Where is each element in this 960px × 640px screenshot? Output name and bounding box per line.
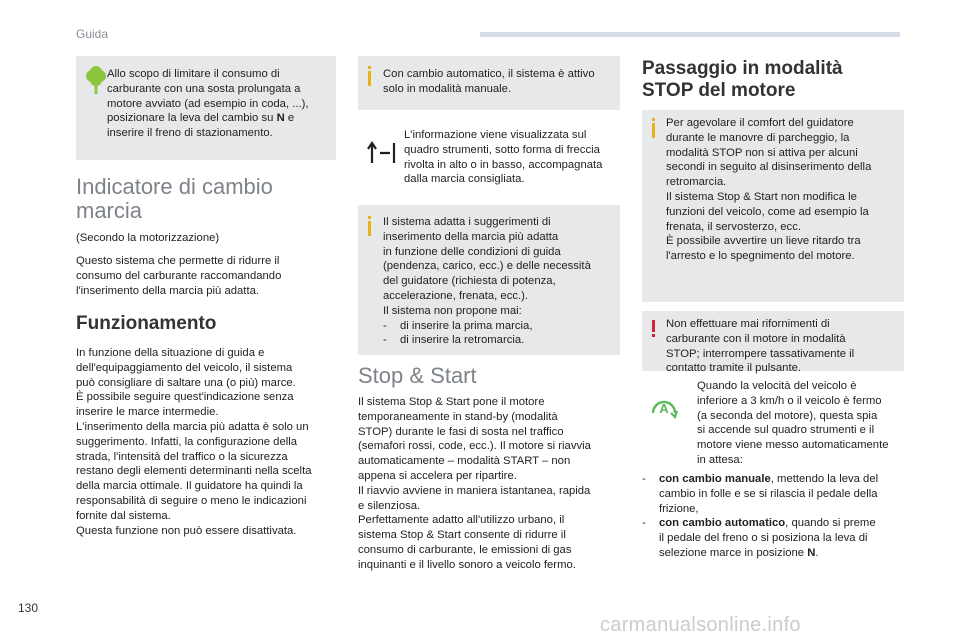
auto-note-text: Con cambio automatico, il sistema è attivo solo in modalità manuale.: [383, 68, 595, 95]
stop-mode-title: Passaggio in modalità STOP del motore: [642, 58, 843, 101]
adapt-list: [383, 319, 618, 349]
warning-note-text: Non effettuare mai rifornimenti di carburante con il motore in modalità STOP; interrompere tassativamente il contatto tramite il pulsante.: [666, 318, 855, 375]
list-item: - di inserire la retromarcia.: [383, 334, 525, 347]
eco-note-text: Allo scopo di limitare il consumo di carburante con una sosta prolungata a motore avviato (ad esempio in coda, ...), posizionare la leva del cambio su N e inserire il freno di stazionamento.: [107, 68, 309, 140]
eco-tree-icon: [84, 66, 108, 96]
func-title: Funzionamento: [76, 313, 217, 334]
parking-note-text: Per agevolare il comfort del guidatore durante le manovre di parcheggio, la modalità STOP non si attiva per alcuni secondi in seguito al disinserimento della retromarcia. Il sistema Stop & Start non modifica le funzioni del veicolo, come ad esempio la frenata, il servosterzo, ecc. È possibile avvertire un lieve ritardo tra l'arresto e lo spegnimento del motore.: [666, 117, 872, 263]
page-number: 130: [18, 601, 39, 615]
auto-note-box: [358, 56, 620, 110]
display-note-text: L'informazione viene visualizzata sul quadro strumenti, sotto forma di freccia rivolta in alto o in basso, accompagnata dalla marcia consigliata.: [404, 129, 603, 186]
section-label: Guida: [76, 27, 109, 41]
warning-note-box: [642, 311, 904, 375]
gear-shift-arrows-icon: [366, 139, 400, 169]
adapt-note-box: [358, 205, 620, 355]
func-text: In funzione della situazione di guida e dell'equipaggiamento del veicolo, il sistema può consigliare di saltare una (o più) marce. È possibile seguire quest'indicazione senza inserire le marce intermedie. L'inserimento della marcia più adatta è solo un suggerimento. Infatti, la configurazione della strada, l'intensità del traffico o la sicurezza restano degli elementi determinanti nella scelta della marcia ottimale. Il guidatore ha quindi la responsabilità di seguire o meno le indicazioni fornite dal sistema. Questa funzione non può essere disattivata.: [76, 347, 312, 537]
parking-note-box: [642, 110, 904, 302]
gear-indicator-title: Indicatore di cambio marcia: [76, 174, 273, 223]
stop-start-title: Stop & Start: [358, 363, 477, 388]
speed-note-text: Quando la velocità del veicolo è inferiore a 3 km/h o il veicolo è fermo (a seconda del motore), questa spia si accende sul quadro strumenti e il motore viene messo automaticamente in attesa:: [697, 380, 889, 466]
gear-subtitle: (Secondo la motorizzazione): [76, 232, 220, 244]
list-item: - con cambio manuale, mettendo la leva del cambio in folle e se si rilascia il pedale della frizione,: [642, 473, 879, 515]
list-item: - di inserire la prima marcia,: [383, 319, 533, 332]
list-item: - con cambio automatico, quando si preme il pedale del freno o si posiziona la leva di selezione marce in posizione N.: [642, 517, 876, 559]
mode-list: [642, 472, 910, 561]
svg-text:A: A: [659, 401, 669, 416]
adapt-note-text: Il sistema adatta i suggerimenti di inserimento della marcia più adatta in funzione delle condizioni di guida (pendenza, carico, ecc.) e delle necessità del guidatore (richiesta di potenza, accelerazione, frenata, ecc.). Il sistema non propone mai: - di inserire la prima marcia, - di inserire la retromarcia.: [383, 215, 618, 348]
eco-note-box: [76, 56, 336, 160]
stop-start-text: Il sistema Stop & Start pone il motore temporaneamente in stand-by (modalità STOP) durante le fasi di sosta nel traffico (semafori rossi, code, ecc.). Il motore si riavvia automaticamente – modalità START – non appena si accelera per ripartire. Il riavvio avviene in maniera istantanea, rapida e silenziosa. Perfettamente adatto all'utilizzo urbano, il sistema Stop & Start consente di ridurre il consumo di carburante, le emissioni di gas inquinanti e il livello sonoro a veicolo fermo.: [358, 396, 591, 571]
gear-intro-text: Questo sistema che permette di ridurre il consumo del carburante raccomandando l'inserimento della marcia più adatta.: [76, 255, 282, 297]
header-bar: [480, 32, 900, 37]
watermark: carmanualsonline.info: [600, 614, 801, 636]
stop-start-a-icon: [649, 393, 679, 421]
